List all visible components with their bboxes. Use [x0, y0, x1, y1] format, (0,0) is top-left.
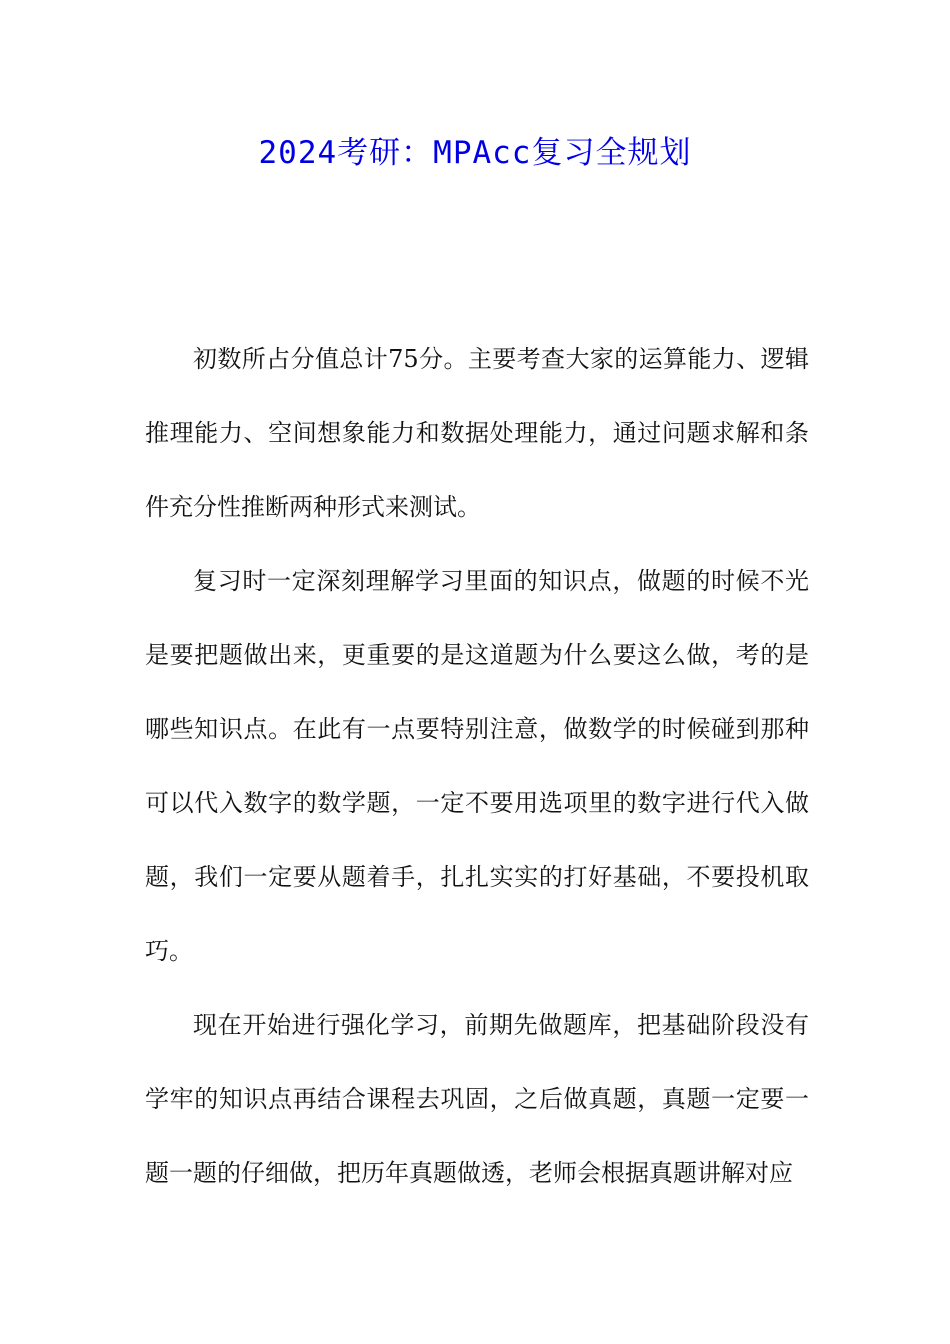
paragraph-1: 初数所占分值总计75分。主要考查大家的运算能力、逻辑推理能力、空间想象能力和数据处理能力，通过问题求解和条件充分性推断两种形式来测试。 [145, 345, 809, 521]
document-body [145, 322, 809, 1210]
document-title: 2024考研：MPAcc复习全规划 [258, 135, 692, 171]
paragraph-2: 复习时一定深刻理解学习里面的知识点，做题的时候不光是要把题做出来，更重要的是这道题为什么要这么做，考的是哪些知识点。在此有一点要特别注意，做数学的时候碰到那种可以代入数字的数学题，一定不要用选项里的数字进行代入做题，我们一定要从题着手，扎扎实实的打好基础，不要投机取巧。 [145, 567, 809, 965]
paragraph-3: 现在开始进行强化学习，前期先做题库，把基础阶段没有学牢的知识点再结合课程去巩固，之后做真题，真题一定要一题一题的仔细做，把历年真题做透，老师会根据真题讲解对应 [145, 1011, 809, 1187]
